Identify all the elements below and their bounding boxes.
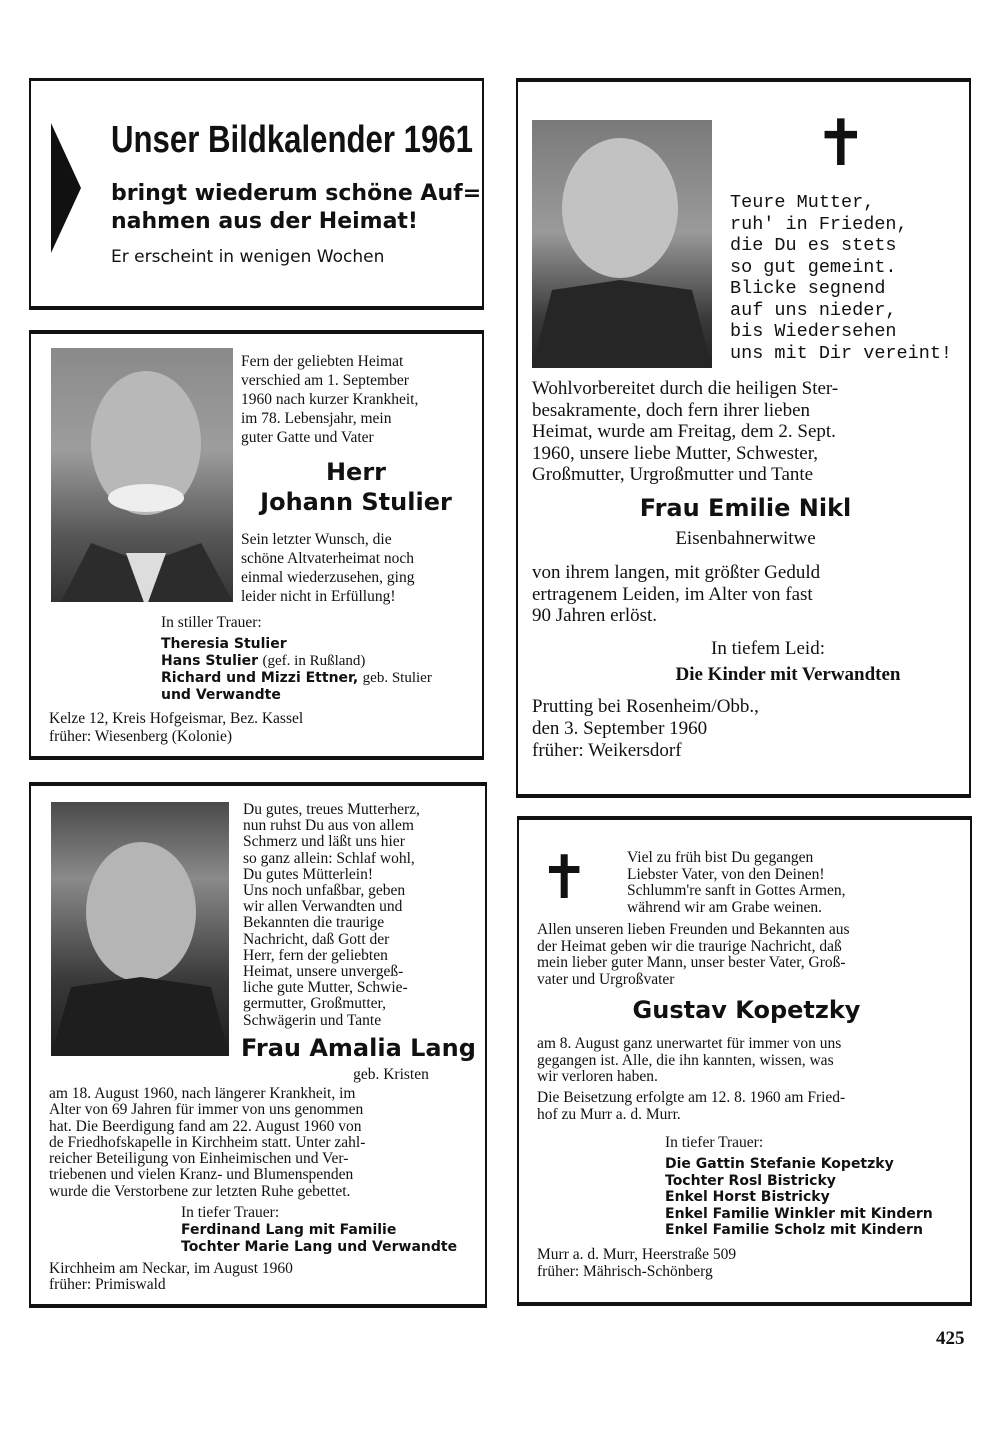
text-line: Schlumm're sanft in Gottes Armen, [627, 882, 846, 899]
mourner-name: Die Gattin Stefanie Kopetzky [665, 1156, 894, 1172]
text-line: Teure Mutter, [730, 192, 875, 213]
nikl-mourners: Die Kinder mit Verwandten [675, 664, 901, 685]
stulier-mourners [161, 636, 432, 704]
kopetzky-mourners [665, 1156, 933, 1239]
lang-former: früher: Primiswald [49, 1276, 166, 1293]
text-line: so ganz allein: Schlaf wohl, [243, 849, 415, 867]
text-line: guter Gatte und Vater [241, 429, 374, 446]
text-line: Herr, fern der geliebten [243, 946, 388, 964]
mourner-name: Hans Stulier [161, 653, 259, 669]
nikl-former: früher: Weikersdorf [532, 740, 682, 761]
mourner-name: Theresia Stulier [161, 636, 287, 652]
stulier-address: Kelze 12, Kreis Hofgeismar, Bez. Kassel [49, 710, 304, 727]
text-line: de Friedhofskapelle in Kirchheim statt. Unter zahl- [49, 1133, 366, 1151]
mourner-note: geb. Stulier [362, 670, 432, 686]
stulier-name: Johann Stulier [260, 488, 452, 516]
ad-line-1: bringt wiederum schöne Auf= [111, 181, 482, 206]
kopetzky-poem [627, 850, 845, 916]
text-line: den 3. September 1960 [532, 718, 708, 739]
text-line: reicher Beteiligung von Einheimischen und Ver- [49, 1150, 349, 1168]
text-line: Wohlvorbereitet durch die heiligen Ster- [532, 378, 839, 399]
text-line: mein lieber guter Mann, unser bester Vater, Groß- [537, 954, 846, 971]
text-line: nun ruhst Du aus von allem [243, 817, 414, 835]
text-line: im 78. Lebensjahr, mein [241, 410, 392, 427]
obituary-kopetzky [517, 816, 972, 1306]
obituary-lang [29, 782, 487, 1308]
text-line: wurde die Verstorbene zur letzten Ruhe gebettet. [49, 1182, 351, 1200]
text-line: Bekannten die traurige [243, 914, 385, 932]
mourner-name: und Verwandte [161, 687, 281, 703]
text-line: Großmutter, Urgroßmutter und Tante [532, 464, 814, 485]
text-line: gegangen ist. Alle, die ihn kannten, wissen, was [537, 1051, 834, 1069]
lang-mourners [181, 1222, 457, 1256]
portrait-photo-stulier [51, 348, 233, 602]
text-line: der Heimat geben wir die traurige Nachricht, daß [537, 937, 842, 955]
text-line: einmal wiederzusehen, ging [241, 569, 415, 586]
text-line: besakramente, doch fern ihrer lieben [532, 399, 811, 421]
text-line: Liebster Vater, von den Deinen! [627, 865, 825, 883]
text-line: Schwägerin und Tante [243, 1011, 382, 1029]
lang-poem [243, 802, 473, 1029]
arrow-icon [51, 123, 81, 253]
kopetzky-former: früher: Mährisch-Schönberg [537, 1263, 713, 1280]
ad-line-3: Er erscheint in wenigen Wochen [111, 247, 385, 267]
text-line: Alter von 69 Jahren für immer von uns genommen [49, 1101, 364, 1119]
text-line: so gut gemeint. [730, 256, 897, 278]
kopetzky-burial [537, 1090, 845, 1123]
obituary-nikl [516, 78, 971, 798]
text-line: Du gutes, treues Mutterherz, [243, 801, 420, 818]
text-line: Schmerz und läßt uns hier [243, 833, 405, 851]
text-line: verschied am 1. September [241, 372, 409, 389]
page-number: 425 [936, 1328, 965, 1349]
lang-body [49, 1086, 365, 1200]
stulier-mourning-label: In stiller Trauer: [161, 614, 262, 631]
mourner-name: Enkel Horst Bistricky [665, 1189, 830, 1205]
text-line: während wir am Grabe weinen. [627, 898, 822, 916]
stulier-salutation: Herr [325, 458, 387, 486]
text-line: wir allen Verwandten und [243, 898, 403, 916]
text-line: uns mit Dir vereint! [730, 342, 953, 364]
lang-name: Frau Amalia Lang [241, 1034, 476, 1062]
ad-line-2: nahmen aus der Heimat! [111, 209, 418, 234]
stulier-wish [241, 530, 471, 606]
kopetzky-mourning-label: In tiefer Trauer: [665, 1134, 764, 1151]
text-line: Heimat, unsere unvergeß- [243, 963, 404, 981]
text-line: Uns noch unfaßbar, geben [243, 882, 406, 900]
text-line: ertragenem Leiden, im Alter von fast [532, 583, 813, 605]
kopetzky-body [537, 1036, 841, 1086]
text-line: Blicke segnend [730, 278, 886, 299]
text-line: 1960 nach kurzer Krankheit, [241, 391, 419, 408]
stulier-former: früher: Wiesenberg (Kolonie) [49, 728, 233, 745]
text-line: Nachricht, daß Gott der [243, 930, 390, 948]
text-line: Prutting bei Rosenheim/Obb., [532, 696, 759, 717]
lang-place: Kirchheim am Neckar, im August 1960 [49, 1260, 293, 1277]
text-line: die Du es stets [730, 235, 897, 256]
text-line: Fern der geliebten Heimat [241, 353, 404, 370]
text-line: hat. Die Beerdigung fand am 22. August 1960 von [49, 1117, 362, 1135]
text-line: Allen unseren lieben Freunden und Bekannten aus [537, 921, 850, 938]
text-line: germutter, Großmutter, [243, 995, 386, 1013]
text-line: liche gute Mutter, Schwie- [243, 979, 408, 997]
ad-title: Unser Bildkalender 1961 [111, 119, 473, 161]
lang-born: geb. Kristen [353, 1066, 429, 1083]
text-line: bis Wiedersehen [730, 321, 897, 342]
portrait-photo-lang [51, 802, 229, 1056]
obituary-stulier [29, 330, 484, 760]
text-line: Viel zu früh bist Du gegangen [627, 849, 814, 866]
mourner-name: Ferdinand Lang mit Familie [181, 1222, 397, 1238]
text-line: triebenen und vielen Kranz- und Blumenspenden [49, 1166, 354, 1184]
stulier-intro [241, 352, 471, 447]
kopetzky-intro [537, 922, 850, 988]
text-line: Die Beisetzung erfolgte am 12. 8. 1960 am Fried- [537, 1089, 846, 1106]
mourner-name: Enkel Familie Winkler mit Kindern [665, 1205, 933, 1222]
nikl-occupation: Eisenbahnerwitwe [675, 528, 816, 549]
nikl-body [532, 378, 957, 486]
lang-mourning-label: In tiefer Trauer: [181, 1204, 280, 1221]
cross-icon: ✝ [539, 843, 590, 913]
text-line: leider nicht in Erfüllung! [241, 588, 396, 605]
nikl-poem [730, 192, 952, 364]
mourner-name: Enkel Familie Scholz mit Kindern [665, 1222, 923, 1238]
text-line: vater und Urgroßvater [537, 970, 675, 988]
text-line: wir verloren haben. [537, 1068, 658, 1085]
text-line: Sein letzter Wunsch, die [241, 531, 392, 548]
text-line: ruh' in Frieden, [730, 213, 908, 235]
portrait-photo-nikl [532, 120, 712, 368]
mourner-name: Tochter Rosl Bistricky [665, 1172, 836, 1189]
nikl-after [532, 562, 957, 627]
text-line: Heimat, wurde am Freitag, dem 2. Sept. [532, 421, 836, 442]
text-line: von ihrem langen, mit größter Geduld [532, 562, 821, 583]
calendar-ad [29, 78, 484, 310]
text-line: 90 Jahren erlöst. [532, 605, 658, 626]
text-line: hof zu Murr a. d. Murr. [537, 1105, 681, 1123]
kopetzky-address: Murr a. d. Murr, Heerstraße 509 [537, 1246, 737, 1263]
kopetzky-name: Gustav Kopetzky [632, 996, 861, 1024]
text-line: am 18. August 1960, nach längerer Krankheit, im [49, 1085, 356, 1102]
nikl-place [532, 696, 759, 762]
mourner-name: Tochter Marie Lang und Verwandte [181, 1239, 458, 1255]
text-line: auf uns nieder, [730, 299, 897, 321]
text-line: schöne Altvaterheimat noch [241, 550, 415, 567]
nikl-mourning-label: In tiefem Leid: [711, 638, 825, 659]
mourner-note: (gef. in Rußland) [262, 653, 366, 669]
nikl-name: Frau Emilie Nikl [639, 494, 852, 522]
mourner-name: Richard und Mizzi Ettner, [161, 670, 359, 686]
cross-icon: ✝ [814, 107, 868, 181]
text-line: Du gutes Mütterlein! [243, 865, 374, 883]
text-line: am 8. August ganz unerwartet für immer von uns [537, 1035, 842, 1052]
text-line: 1960, unsere liebe Mutter, Schwester, [532, 442, 819, 464]
